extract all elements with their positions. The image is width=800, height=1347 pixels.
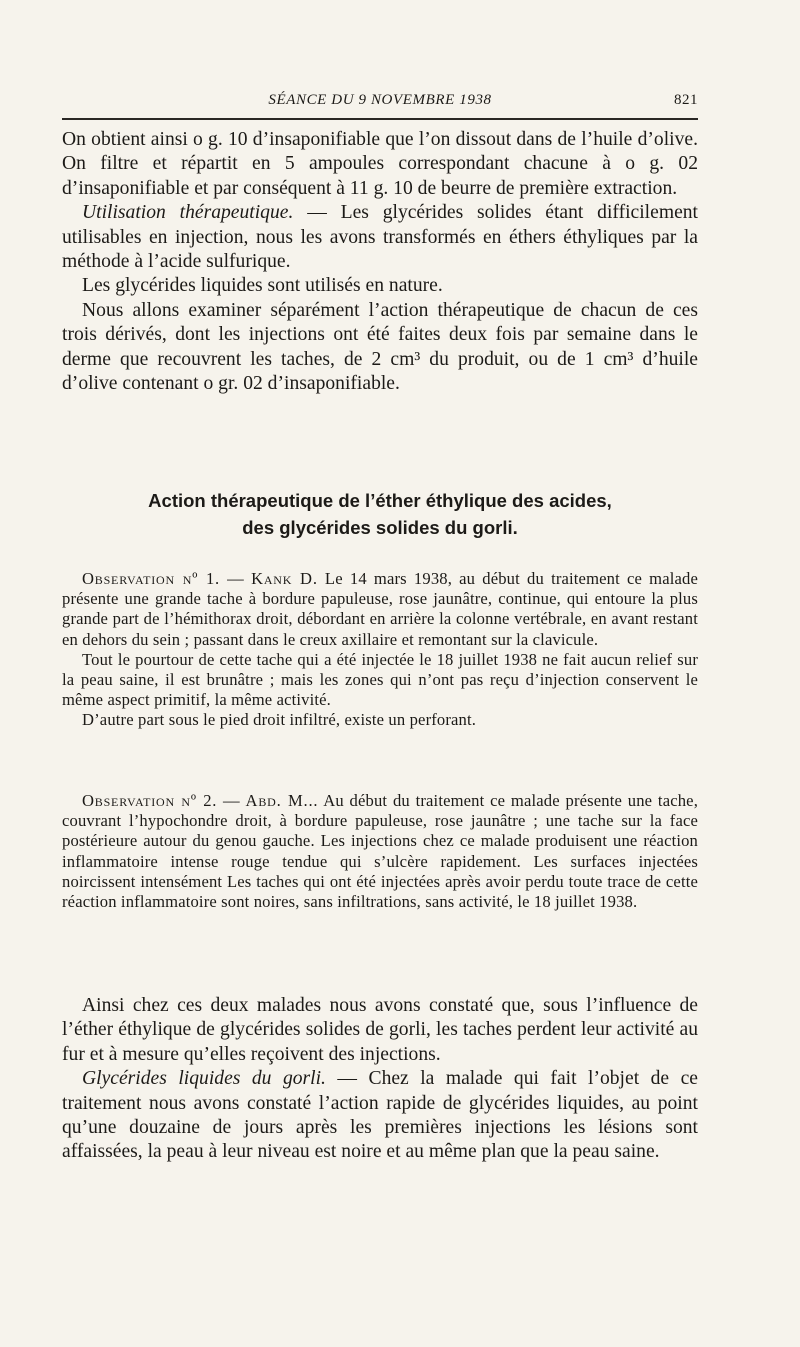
paragraph-insaponifiable: On obtient ainsi o g. 10 d’insaponifiable que l’on dissout dans de l’huile d’olive. On filtre et répartit en 5 ampoules correspondant chacune à o g. 02 d’insaponifiable et par conséquent à 11 g. 10 de beurre de première extraction. [62, 129, 698, 199]
paragraph-glycerides-liquides-gorli [62, 1067, 698, 1165]
observation-1-paragraph-3: D’autre part sous le pied droit infiltré, existe un perforant. [82, 710, 477, 730]
observation-2 [62, 791, 698, 912]
paragraph-conclusion-solides: Ainsi chez ces deux malades nous avons constaté que, sous l’influence de l’éther éthylique de glycérides solides de gorli, les taches perdent leur activité au fur et à mesure qu’elles reçoivent des injections. [62, 995, 698, 1065]
header-rule [62, 118, 698, 120]
observation-1-text: Le 14 mars 1938, au début du traitement ce malade présente une grande tache à bordure papuleuse, rose jaunâtre, continue, qui entoure la plus grande part de l’hémithorax droit, débordant en arrière la colonne vertébrale, en avant restant en dehors du sein ; passant dans le creux axillaire et remontant sur la clavicule. [62, 569, 698, 649]
observation-1-patient: Kank D. [251, 569, 318, 588]
observation-2-text: Au début du traitement ce malade présente une tache, couvrant l’hypochondre droit, à bordure papuleuse, rose jaunâtre ; une tache sur la face postérieure autour du genou gauche. Les injections chez ce malade produisent une réaction inflammatoire intense rouge tendue qui s’ulcère rapidement. Les surfaces injectées noircissent intensément Les taches qui ont été injectées après avoir perdu toute trace de cette réaction inflammatoire sont noires, sans infiltrations, sans activité, le 18 juillet 1938. [62, 791, 698, 912]
observation-1-paragraph-2: Tout le pourtour de cette tache qui a été injectée le 18 juillet 1938 ne fait aucun relief sur la peau saine, il est brunâtre ; mais les zones qui n’ont pas reçu d’injection conservent le même aspect primitif, la même activité. [62, 649, 698, 710]
paragraph-utilisation-therapeutique [62, 201, 698, 274]
section-heading [62, 487, 698, 541]
observation-2-paragraph-1: Observation nº 2. — Abd. M... Au début du traitement ce malade présente une tache, couvrant l’hypochondre droit, à bordure papuleuse, rose jaunâtre ; une tache sur la face postérieure autour du genou gauche. Les injections chez ce malade produisent une réaction inflammatoire intense rouge tendue qui s’ulcère rapidement. Les surfaces injectées noircissent intensément Les taches qui ont été injectées après avoir perdu toute trace de cette réaction inflammatoire sont noires, sans infiltrations, sans activité, le 18 juillet 1938. [62, 791, 698, 912]
opening-text-block [62, 128, 698, 396]
paragraph-glycerides-liquides: Les glycérides liquides sont utilisés en nature. [82, 275, 443, 297]
section-heading-line-1: Action thérapeutique de l’éther éthylique des acides, [148, 490, 612, 511]
observation-2-patient: Abd. M... [245, 791, 319, 810]
observation-1-paragraph-1: Observation nº 1. — Kank D. Le 14 mars 1938, au début du traitement ce malade présente une grande tache à bordure papuleuse, rose jaunâtre, continue, qui entoure la plus grande part de l’hémithorax droit, débordant en arrière la colonne vertébrale, en avant restant en dehors du sein ; passant dans le creux axillaire et remontant sur la clavicule. [62, 569, 698, 649]
paragraph-examen-derives: Nous allons examiner séparément l’action thérapeutique de chacun de ces trois dérivés, dont les injections ont été faites deux fois par semaine dans le derme que recouvrent les taches, de 2 cm³ du produit, ou de 1 cm³ d’huile d’olive contenant o gr. 02 d’insaponifiable. [62, 299, 698, 395]
utilisation-therapeutique-text: — Les glycérides solides étant difficilement utilisables en injection, nous les avons transformés en éthers éthyliques par la méthode à l’acide sulfurique. [62, 202, 699, 273]
running-title: SÉANCE DU 9 NOVEMBRE 1938 [268, 92, 492, 108]
page-number: 821 [674, 92, 698, 108]
closing-text-block [62, 994, 698, 1165]
observation-1-label: Observation nº 1. [82, 569, 221, 588]
observation-1 [62, 569, 698, 731]
running-header [62, 92, 698, 114]
glycerides-liquides-heading: Glycérides liquides du gorli. [82, 1068, 326, 1090]
section-heading-line-2: des glycérides solides du gorli. [242, 517, 518, 538]
utilisation-therapeutique-heading: Utilisation thérapeutique. [82, 202, 294, 224]
glycerides-liquides-text: — Chez la malade qui fait l’objet de ce traitement nous avons constaté l’action rapide de glycérides liquides, au point qu’une douzaine de jours après les premières injections les lésions sont affaissées, la peau à leur niveau est noire et au même plan que la peau saine. [62, 1068, 698, 1163]
observation-2-label: Observation nº 2. [82, 791, 218, 810]
